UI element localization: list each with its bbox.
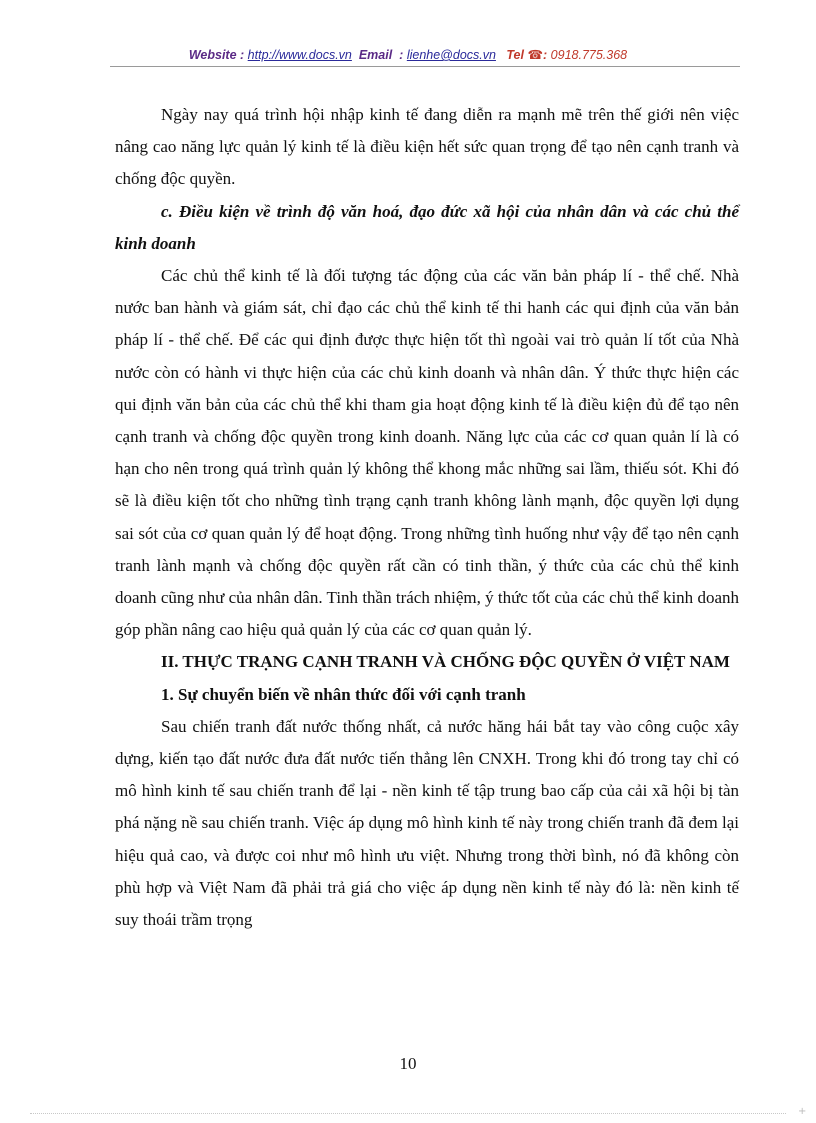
paragraph-body: Các chủ thể kinh tế là đối tượng tác động của các văn bản pháp lí - thể chế. Nhà nước ban hành và giám sát, chỉ đạo các chủ thể kinh tế thi hanh các qui định của văn bản pháp lí - thể chế. Để các qui định được thực hiện tốt thì ngoài vai trò quản lí tốt của Nhà nước còn có hành vi thực hiện của các chủ kinh doanh và nhân dân. Ý thức thực hiện các qui định văn bản của các chủ thể khi tham gia hoạt động kinh tế là điều kiện đủ để tạo nên cạnh tranh và chống độc quyền trong kinh doanh. Năng lực của các cơ quan quản lí là có hạn cho nên trong quá trình quản lý không thể khong mắc những sai lầm, thiếu sót. Khi đó sẽ là điều kiện tốt cho những tình trạng cạnh tranh không lành mạnh, độc quyền lợi dụng sai sót của cơ quan quản lý để hoạt động. Trong những tình huống như vậy để tạo nên cạnh tranh lành mạnh và chống độc quyền rất cần có tinh thần, ý thức của các chủ thể kinh doanh cũng như của nhân dân. Tinh thần trách nhiệm, ý thức tốt của các chủ thể kinh doanh góp phần nâng cao hiệu quả quản lý của các cơ quan quản lý. [115, 266, 739, 640]
header-divider [110, 66, 740, 67]
document-body [115, 99, 739, 936]
paragraph-intro: Ngày nay quá trình hội nhập kinh tế đang diễn ra mạnh mẽ trên thế giới nên việc nâng cao năng lực quản lý kinh tế là điều kiện hết sức quan trọng để tạo nên cạnh tranh và chống độc quyền. [115, 105, 739, 189]
footer-divider [30, 1113, 786, 1114]
paragraph-history: Sau chiến tranh đất nước thống nhất, cả nước hăng hái bắt tay vào công cuộc xây dựng, kiến tạo đất nước đưa đất nước tiến thẳng lên CNXH. Trong khi đó trong tay chỉ có mô hình kinh tế sau chiến tranh để lại - nền kinh tế tập trung bao cấp của cải xã hội bị tàn phá nặng nề sau chiến tranh. Việc áp dụng mô hình kinh tế này trong chiến tranh đã đem lại hiệu quả cao, và được coi như mô hình ưu việt. Nhưng trong thời bình, nó đã không còn phù hợp và Việt Nam đã phải trả giá cho việc áp dụng nền kinh tế này đó là: nền kinh tế suy thoái trầm trọng [115, 716, 739, 930]
page-number: 10 [399, 1054, 417, 1073]
tel-number: 0918.775.368 [550, 48, 628, 62]
website-link[interactable]: http://www.docs.vn [247, 48, 352, 62]
corner-crosshair-icon: + [798, 1106, 807, 1117]
section-heading-ii: II. THỰC TRẠNG CẠNH TRANH VÀ CHỐNG ĐỘC QUYỀN Ở VIỆT NAM [161, 652, 730, 672]
section-heading-c: c. Điều kiện về trình độ văn hoá, đạo đức xã hội của nhân dân và các chủ thể kinh doanh [115, 201, 739, 253]
subsection-heading-1: 1. Sự chuyển biến về nhân thức đối với cạnh tranh [161, 684, 526, 704]
website-label: Website : [188, 48, 245, 62]
page-header [0, 47, 816, 62]
email-link[interactable]: lienhe@docs.vn [406, 48, 496, 62]
email-label: Email [358, 48, 393, 62]
tel-label: Tel ☎: [506, 48, 548, 62]
email-separator: : [399, 48, 404, 62]
